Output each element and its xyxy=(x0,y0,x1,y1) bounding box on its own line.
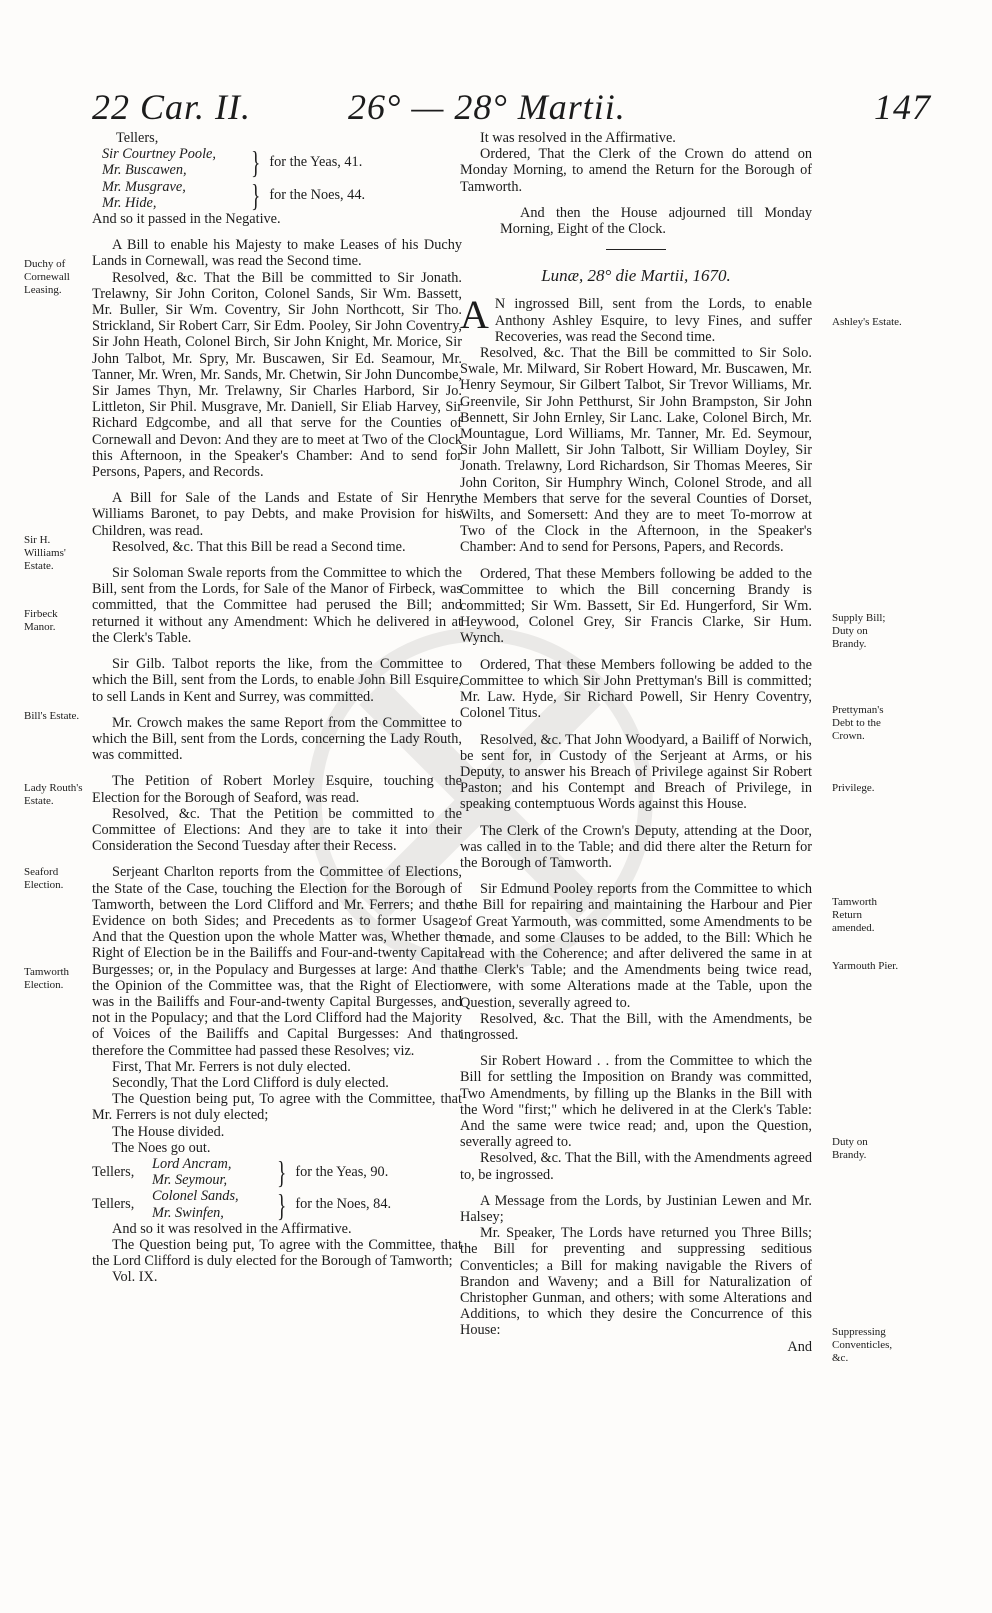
tellers-yeas-group xyxy=(92,144,462,181)
paragraph: Mr. Speaker, The Lords have returned you Three Bills; the Bill for preventing and suppressing seditious Conventicles; a Bill for making navigable the Rivers of Brandon and Waveny; and a Bill for Naturalization of Christopher Gunman, and others; with some Alterations and Additions, to which they desire the Concurrence of this House: xyxy=(460,1225,812,1339)
paragraph: Sir Soloman Swale reports from the Committee to which the Bill, sent from the Lords, for Sale of the Manor of Firbeck, was committed, that the Committee had perused the Bill; and returned it without any Amendment: Which he delivered in at the Clerk's Table. xyxy=(92,565,462,646)
paragraph: A Message from the Lords, by Justinian Lewen and Mr. Halsey; xyxy=(460,1192,812,1225)
teller-name: Colonel Sands, xyxy=(152,1188,239,1205)
paragraph: Ordered, That these Members following be added to the Committee to which Sir John Prettyman's Bill is committed; Mr. Law. Hyde, Sir Richard Powell, Sir Henry Coventry, Colonel Titus. xyxy=(460,656,812,722)
noes-count: for the Noes, 44. xyxy=(269,186,366,203)
paragraph: The House divided. xyxy=(112,1123,225,1140)
paragraph: And then the House adjourned till Monday Morning, Eight of the Clock. xyxy=(500,204,812,238)
brace: } xyxy=(277,1154,287,1191)
paragraph: Resolved, &c. That the Bill, with the Amendments, be ingrossed. xyxy=(460,1010,812,1043)
paragraph: Sir Gilb. Talbot reports the like, from the Committee to which the Bill, sent from the Lords, to enable John Bill Esquire, to sell Lands in Kent and Surrey, was committed. xyxy=(92,656,462,705)
margin-note: Supply Bill; Duty on Brandy. xyxy=(832,612,886,650)
noes-count: for the Noes, 84. xyxy=(295,1196,392,1213)
paragraph: The Clerk of the Crown's Deputy, attending at the Door, was called in to the Table; and did there alter the Return for the Borough of Tamworth. xyxy=(460,822,812,871)
margin-note: Tamworth Return amended. xyxy=(832,896,878,934)
brace: } xyxy=(251,144,261,181)
teller-name: Mr. Musgrave, xyxy=(102,178,186,195)
paragraph: A Bill to enable his Majesty to make Leases of his Duchy Lands in Cornewall, was read the Second time. xyxy=(92,237,462,270)
paragraph: Resolved, &c. That the Bill be committed to Sir Jonath. Trelawny, Sir John Coriton, Colonel Sands, Sir Wm. Bassett, Mr. Buller, Sir Wm. Coventry, Sir John Northcott, Sir Tho. Strickland, Sir Robert Carr, Sir Edm. Pooley, Sir John Coventry, Sir John Heath, Colonel Birch, Sir John Knight, Mr. Morice, Sir John Talbot, Mr. Spry, Mr. Buscawen, Sir Ed. Seamour, Mr. Tanner, Mr. Wren, Mr. Sands, Mr. Chetwin, Sir John Duncombe, Sir James Thyn, Mr. Trelawny, Sir Charles Harbord, Sir Jo. Littleton, Sir Phil. Musgrave, Mr. Daniell, Sir Eliab Harvey, Sir Richard Edgcombe, and all that serve for the Counties of Cornewall and Devon: And they are to meet at Two of the Clock this Afternoon, in the Speaker's Chamber: And to send for Persons, Papers, and Records. xyxy=(92,269,462,481)
teller-name: Mr. Buscawen, xyxy=(102,162,187,179)
paragraph: The Question being put, To agree with the Committee, that the Lord Clifford is duly elected for the Borough of Tamworth; xyxy=(92,1237,462,1270)
left-column xyxy=(92,130,462,1286)
tellers-label: Tellers, xyxy=(92,1164,135,1181)
page-number: 147 xyxy=(874,87,931,127)
paragraph: Serjeant Charlton reports from the Committee of Elections, the State of the Case, touching the Election for the Borough of Tamworth, between the Lord Clifford and Mr. Ferrers; and the Evidence on both Sides; and Precedents as to former Usage: And that the Question upon the whole Matter was, Whether the Right of Election be in the Bailiffs and Four-and-twenty Capital Burgesses; or, in the Populacy and Burgesses at large: And that the Opinion of the Committee was, that the Right of Election was in the Bailiffs and Four-and-twenty Capital Burgesses, and not in the Populacy; and that the Lord Clifford had the Majority of Voices of the Bailiffs and Capital Burgesses: And that therefore the Committee had passed these Resolves; viz. xyxy=(92,864,462,1059)
section-rule xyxy=(606,249,666,250)
paragraph: Resolved, &c. That the Petition be committed to the Committee of Elections: And they are to take it into their Consideration the Second Tuesday after their Recess. xyxy=(92,805,462,855)
paragraph: It was resolved in the Affirmative. xyxy=(480,130,676,146)
margin-note: Yarmouth Pier. xyxy=(832,960,899,972)
teller-name: Mr. Seymour, xyxy=(152,1172,228,1189)
tellers-label: Tellers, xyxy=(116,130,159,146)
drop-cap: A xyxy=(460,292,489,338)
margin-note: Duchy of Cornewall Leasing. xyxy=(24,258,70,296)
paragraph: Ordered, That these Members following be added to the Committee to which the Bill concerning Brandy is committed; Sir Wm. Bassett, Sir Ed. Hungerford, Sir Wm. Heywood, Colonel Grey, Sir Francis Clarke, Sir Hum. Wynch. xyxy=(460,565,812,647)
paragraph: Sir Edmund Pooley reports from the Committee to which the Bill for repairing and maintaining the Harbour and Pier of Great Yarmouth, was committed, some Amendments to be made, and some Clauses to be added, to the Bill: Which he read with the Coherence; and after delivered the same in at the Clerk's Table; and the Amendments being twice read, were, with some Alterations made at the Table, upon the Question, severally agreed to. xyxy=(460,881,812,1011)
right-column xyxy=(460,130,812,1355)
margin-note: Prettyman's Debt to the Crown. xyxy=(832,704,884,742)
paragraph: The Noes go out. xyxy=(112,1139,211,1156)
margin-note: Privilege. xyxy=(832,782,875,794)
margin-note: Duty on Brandy. xyxy=(832,1136,868,1161)
paragraph: Resolved, &c. That the Bill be committed to Sir Solo. Swale, Mr. Milward, Sir Robert Howard, Mr. Buscawen, Mr. Henry Seymour, Sir Gilbert Talbot, Sir Trevor Williams, Mr. Greenvile, Sir John Petthurst, Sir John Brampston, Sir John Bennett, Sir John Ernley, Sir Lanc. Lake, Colonel Birch, Mr. Mountague, Lord Williams, Mr. Tanner, Mr. Ed. Seymour, Sir John Mallett, Sir John Talbott, Sir William Doyley, Sir Jonath. Trelawny, Lord Richardson, Sir Thomas Meeres, Sir John Coriton, Sir Humphry Winch, Colonel Strode, and all the Members that serve for the several Counties of Dorset, Wilts, and Somersett: And they are to meet To-morrow at Two of the Clock in the Afternoon, in the Speaker's Chamber: And to send for Persons, Papers, and Records. xyxy=(460,345,812,556)
margin-note: Seaford Election. xyxy=(24,866,64,891)
paragraph: First, That Mr. Ferrers is not duly elected. xyxy=(112,1058,351,1075)
margin-note: Lady Routh's Estate. xyxy=(24,782,83,807)
yeas-count: for the Yeas, 41. xyxy=(269,154,363,171)
teller-name: Mr. Hide, xyxy=(102,194,157,211)
teller-name: Mr. Swinfen, xyxy=(152,1204,224,1221)
paragraph: Resolved, &c. That the Bill, with the Amendments agreed to, be ingrossed. xyxy=(460,1150,812,1183)
teller-name: Lord Ancram, xyxy=(152,1155,232,1172)
tellers-division-2 xyxy=(92,1156,462,1221)
paragraph: Resolved, &c. That John Woodyard, a Bailiff of Norwich, be sent for, in Custody of the Serjeant at Arms, or his Deputy, to answer his Breach of Privilege against Sir Robert Paston; and his Contempt and Breach of Privilege, in speaking contemptuous Words against this House. xyxy=(460,731,812,813)
teller-name: Sir Courtney Poole, xyxy=(102,146,216,163)
margin-note: Bill's Estate. xyxy=(24,710,80,722)
date-heading: Lunæ, 28° die Martii, 1670. xyxy=(541,266,731,286)
volume-footer: Vol. IX. xyxy=(112,1269,158,1286)
paragraph: A Bill for Sale of the Lands and Estate of Sir Henry Williams Baronet, to pay Debts, and make Provision for his Children, was read. xyxy=(92,490,462,539)
paragraph: Secondly, That the Lord Clifford is duly elected. xyxy=(112,1074,389,1091)
tellers-label: Tellers, xyxy=(92,1196,135,1213)
paragraph: The Question being put, To agree with the Committee, that Mr. Ferrers is not duly elected; xyxy=(92,1091,462,1124)
running-head-left: 22 Car. II. xyxy=(92,87,252,127)
tellers-noes-group xyxy=(92,176,462,213)
yeas-count: for the Yeas, 90. xyxy=(295,1164,389,1181)
paragraph: Mr. Crowch makes the same Report from the Committee to which the Bill, sent from the Lords, concerning the Lady Routh, was committed. xyxy=(92,714,462,764)
paragraph: Sir Robert Howard . . from the Committee to which the Bill for settling the Imposition on Brandy was committed, Two Amendments, by filling up the Blanks in the Bill with the Word "first;" which he delivered in at the Clerk's Table: And the same were twice read; and, upon the Question, severally agreed to. xyxy=(460,1053,812,1151)
brace: } xyxy=(277,1186,287,1223)
margin-note: Tamworth Election. xyxy=(24,966,70,991)
margin-note: Suppressing Conventicles, &c. xyxy=(832,1326,893,1364)
brace: } xyxy=(251,176,261,213)
margin-note: Firbeck Manor. xyxy=(24,608,58,633)
paragraph: Resolved, &c. That this Bill be read a Second time. xyxy=(112,538,406,555)
running-head-center: 26° — 28° Martii. xyxy=(348,87,626,127)
catchword: And xyxy=(787,1338,812,1355)
paragraph: And so it was resolved in the Affirmative. xyxy=(112,1220,352,1237)
paragraph: The Petition of Robert Morley Esquire, touching the Election for the Borough of Seaford, was read. xyxy=(92,773,462,806)
margin-note: Sir H. Williams' Estate. xyxy=(24,534,66,572)
margin-note: Ashley's Estate. xyxy=(832,316,902,328)
paragraph: Ordered, That the Clerk of the Crown do attend on Monday Morning, to amend the Return for the Borough of Tamworth. xyxy=(460,146,812,195)
paragraph: N ingrossed Bill, sent from the Lords, to enable Anthony Ashley Esquire, to levy Fines, and suffer Recoveries, was read the Second time. xyxy=(494,296,812,345)
division-result: And so it passed in the Negative. xyxy=(92,211,281,228)
